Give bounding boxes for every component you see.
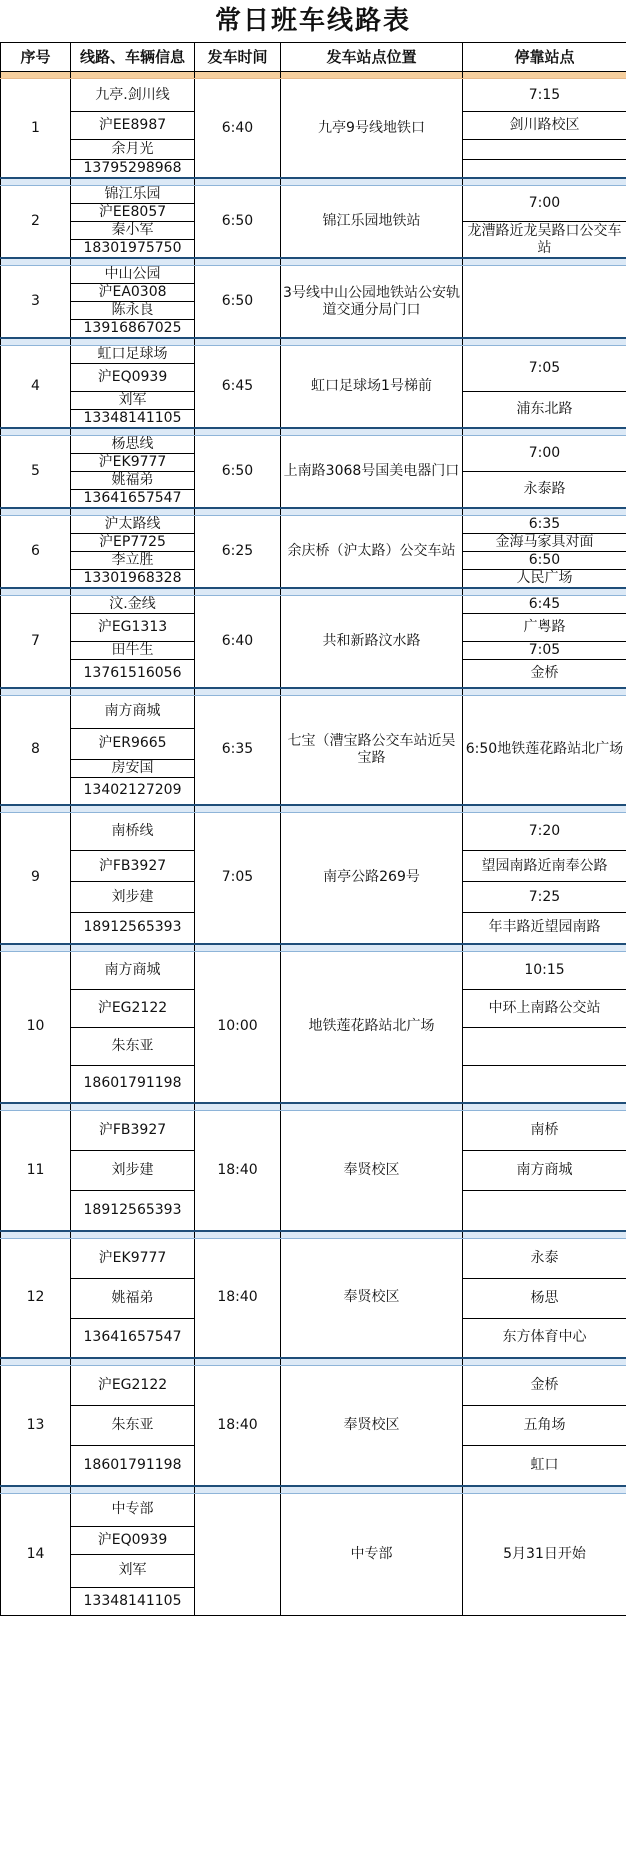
row-separator — [1, 258, 626, 266]
route-number: 14 — [1, 1493, 71, 1615]
departure-time: 6:40 — [195, 79, 281, 179]
departure-time: 6:40 — [195, 596, 281, 688]
departure-time: 6:50 — [195, 436, 281, 509]
departure-station: 上南路3068号国美电器门口 — [281, 436, 463, 509]
row-separator — [1, 178, 626, 186]
departure-time: 6:45 — [195, 346, 281, 429]
table-row — [1, 266, 626, 284]
departure-station: 锦江乐园地铁站 — [281, 186, 463, 259]
stop-cell: 人民广场 — [463, 570, 626, 589]
departure-time: 10:00 — [195, 951, 281, 1103]
table-row — [1, 813, 626, 851]
header-time: 发车时间 — [195, 43, 281, 72]
route-info-line: 13301968328 — [71, 570, 195, 589]
row-separator — [1, 944, 626, 952]
stop-cell: 广粤路 — [463, 614, 626, 642]
route-info-line: 13641657547 — [71, 1318, 195, 1358]
departure-station: 中专部 — [281, 1493, 463, 1615]
table-row — [1, 1238, 626, 1278]
route-info-line: 13761516056 — [71, 660, 195, 688]
stop-cell: 浦东北路 — [463, 392, 626, 429]
departure-station: 虹口足球场1号梯前 — [281, 346, 463, 429]
row-separator — [1, 805, 626, 813]
route-info-line: 13348141105 — [71, 410, 195, 429]
header-stops: 停靠站点 — [463, 43, 626, 72]
stop-cell: 中环上南路公交站 — [463, 989, 626, 1027]
route-info-line: 沪EG2122 — [71, 1366, 195, 1406]
page-title: 常日班车线路表 — [214, 6, 411, 36]
row-separator — [1, 1486, 626, 1494]
stop-cell: 7:00 — [463, 186, 626, 222]
departure-time: 6:35 — [195, 695, 281, 805]
departure-station: 共和新路汶水路 — [281, 596, 463, 688]
route-number: 5 — [1, 436, 71, 509]
route-number: 11 — [1, 1111, 71, 1231]
departure-time: 7:05 — [195, 813, 281, 944]
stop-cell: 杨思 — [463, 1278, 626, 1318]
stop-cell: 望园南路近南奉公路 — [463, 851, 626, 882]
route-info-line: 沪FB3927 — [71, 851, 195, 882]
route-info-line: 沪EQ0939 — [71, 1526, 195, 1554]
stop-cell: 金桥 — [463, 660, 626, 688]
stop-cell: 7:05 — [463, 346, 626, 392]
row-separator — [1, 1103, 626, 1111]
stop-cell: 龙漕路近龙吴路口公交车站 — [463, 222, 626, 259]
route-info-line: 朱东亚 — [71, 1406, 195, 1446]
stop-cell: 6:50 — [463, 552, 626, 570]
stop-cell: 金海马家具对面 — [463, 534, 626, 552]
route-info-line: 朱东亚 — [71, 1027, 195, 1065]
route-info-line: 13402127209 — [71, 777, 195, 805]
route-info-line: 沪EG2122 — [71, 989, 195, 1027]
header-row — [1, 43, 626, 72]
route-info-line: 沪EK9777 — [71, 1238, 195, 1278]
table-row — [1, 1493, 626, 1526]
departure-station: 地铁莲花路站北广场 — [281, 951, 463, 1103]
route-info-line: 中山公园 — [71, 266, 195, 284]
table-row — [1, 951, 626, 989]
departure-time: 6:50 — [195, 266, 281, 339]
route-info-line: 刘军 — [71, 1554, 195, 1587]
departure-time: 6:50 — [195, 186, 281, 259]
route-info-line: 刘步建 — [71, 1151, 195, 1191]
header-no: 序号 — [1, 43, 71, 72]
route-number: 13 — [1, 1366, 71, 1486]
stop-cell — [463, 140, 626, 160]
route-info-line: 房安国 — [71, 759, 195, 777]
departure-time: 6:25 — [195, 516, 281, 589]
row-separator — [1, 688, 626, 696]
header-station: 发车站点位置 — [281, 43, 463, 72]
route-info-line: 13641657547 — [71, 490, 195, 509]
stop-cell: 6:50地铁莲花路站北广场 — [463, 695, 626, 805]
departure-station: 余庆桥（沪太路）公交车站 — [281, 516, 463, 589]
route-info-line: 南桥线 — [71, 813, 195, 851]
stop-cell — [463, 1065, 626, 1103]
route-number: 1 — [1, 79, 71, 179]
row-separator — [1, 508, 626, 516]
stop-cell — [463, 160, 626, 179]
schedule-table — [0, 42, 626, 1616]
route-info-line: 18912565393 — [71, 913, 195, 944]
route-info-line: 虹口足球场 — [71, 346, 195, 364]
stop-cell: 5月31日开始 — [463, 1493, 626, 1615]
route-info-line: 南方商城 — [71, 695, 195, 728]
stop-cell: 7:05 — [463, 642, 626, 660]
route-info-line: 18912565393 — [71, 1191, 195, 1231]
row-separator — [1, 1231, 626, 1239]
route-info-line: 九亭.剑川线 — [71, 79, 195, 112]
departure-time: 18:40 — [195, 1238, 281, 1358]
departure-station: 九亭9号线地铁口 — [281, 79, 463, 179]
table-row — [1, 79, 626, 112]
route-number: 6 — [1, 516, 71, 589]
route-info-line: 18301975750 — [71, 240, 195, 259]
row-separator — [1, 72, 626, 79]
route-info-line: 姚福弟 — [71, 472, 195, 490]
stop-cell: 6:45 — [463, 596, 626, 614]
route-number: 3 — [1, 266, 71, 339]
route-info-line: 秦小军 — [71, 222, 195, 240]
departure-station: 七宝（漕宝路公交车站近吴宝路 — [281, 695, 463, 805]
route-info-line: 沪EA0308 — [71, 284, 195, 302]
route-info-line: 锦江乐园 — [71, 186, 195, 204]
table-row — [1, 186, 626, 204]
route-number: 2 — [1, 186, 71, 259]
row-separator — [1, 588, 626, 596]
route-info-line: 沪EG1313 — [71, 614, 195, 642]
stop-cell: 7:15 — [463, 79, 626, 112]
stop-cell: 年丰路近望园南路 — [463, 913, 626, 944]
schedule-body — [1, 72, 626, 1616]
stop-cell: 7:00 — [463, 436, 626, 472]
table-row — [1, 695, 626, 728]
stop-cell: 剑川路校区 — [463, 112, 626, 140]
stop-cell — [463, 1191, 626, 1231]
route-info-line: 沪太路线 — [71, 516, 195, 534]
route-info-line: 沪FB3927 — [71, 1111, 195, 1151]
route-info-line: 杨思线 — [71, 436, 195, 454]
header-route: 线路、车辆信息 — [71, 43, 195, 72]
table-row — [1, 1366, 626, 1406]
table-row — [1, 436, 626, 454]
route-info-line: 18601791198 — [71, 1446, 195, 1486]
stop-cell: 南桥 — [463, 1111, 626, 1151]
stop-cell: 东方体育中心 — [463, 1318, 626, 1358]
row-separator — [1, 1358, 626, 1366]
table-row — [1, 516, 626, 534]
stop-cell — [463, 266, 626, 339]
route-number: 10 — [1, 951, 71, 1103]
stop-cell: 6:35 — [463, 516, 626, 534]
route-number: 4 — [1, 346, 71, 429]
route-info-line: 陈永良 — [71, 302, 195, 320]
departure-station: 奉贤校区 — [281, 1111, 463, 1231]
route-info-line: 13795298968 — [71, 160, 195, 179]
stop-cell: 南方商城 — [463, 1151, 626, 1191]
route-info-line: 沪EE8057 — [71, 204, 195, 222]
route-number: 9 — [1, 813, 71, 944]
route-info-line: 13916867025 — [71, 320, 195, 339]
row-separator — [1, 428, 626, 436]
stop-cell: 7:20 — [463, 813, 626, 851]
route-info-line: 沪EP7725 — [71, 534, 195, 552]
stop-cell: 永泰 — [463, 1238, 626, 1278]
stop-cell: 金桥 — [463, 1366, 626, 1406]
route-info-line: 中专部 — [71, 1493, 195, 1526]
route-info-line: 余月光 — [71, 140, 195, 160]
stop-cell: 虹口 — [463, 1446, 626, 1486]
route-info-line: 沪ER9665 — [71, 728, 195, 759]
departure-station: 3号线中山公园地铁站公安轨道交通分局门口 — [281, 266, 463, 339]
table-row — [1, 596, 626, 614]
stop-cell: 永泰路 — [463, 472, 626, 509]
route-info-line: 刘军 — [71, 392, 195, 410]
table-row — [1, 1111, 626, 1151]
row-separator — [1, 338, 626, 346]
route-info-line: 南方商城 — [71, 951, 195, 989]
route-number: 7 — [1, 596, 71, 688]
table-row — [1, 346, 626, 364]
departure-time: 18:40 — [195, 1366, 281, 1486]
route-number: 8 — [1, 695, 71, 805]
departure-station: 奉贤校区 — [281, 1238, 463, 1358]
route-info-line: 刘步建 — [71, 882, 195, 913]
departure-station: 南亭公路269号 — [281, 813, 463, 944]
route-info-line: 沪EK9777 — [71, 454, 195, 472]
stop-cell: 7:25 — [463, 882, 626, 913]
route-info-line: 田牛生 — [71, 642, 195, 660]
route-info-line: 18601791198 — [71, 1065, 195, 1103]
departure-time — [195, 1493, 281, 1615]
route-info-line: 姚福弟 — [71, 1278, 195, 1318]
route-info-line: 汶.金线 — [71, 596, 195, 614]
stop-cell: 10:15 — [463, 951, 626, 989]
route-number: 12 — [1, 1238, 71, 1358]
route-info-line: 李立胜 — [71, 552, 195, 570]
stop-cell — [463, 1027, 626, 1065]
route-info-line: 沪EE8987 — [71, 112, 195, 140]
departure-station: 奉贤校区 — [281, 1366, 463, 1486]
departure-time: 18:40 — [195, 1111, 281, 1231]
stop-cell: 五角场 — [463, 1406, 626, 1446]
route-info-line: 13348141105 — [71, 1587, 195, 1615]
route-info-line: 沪EQ0939 — [71, 364, 195, 392]
